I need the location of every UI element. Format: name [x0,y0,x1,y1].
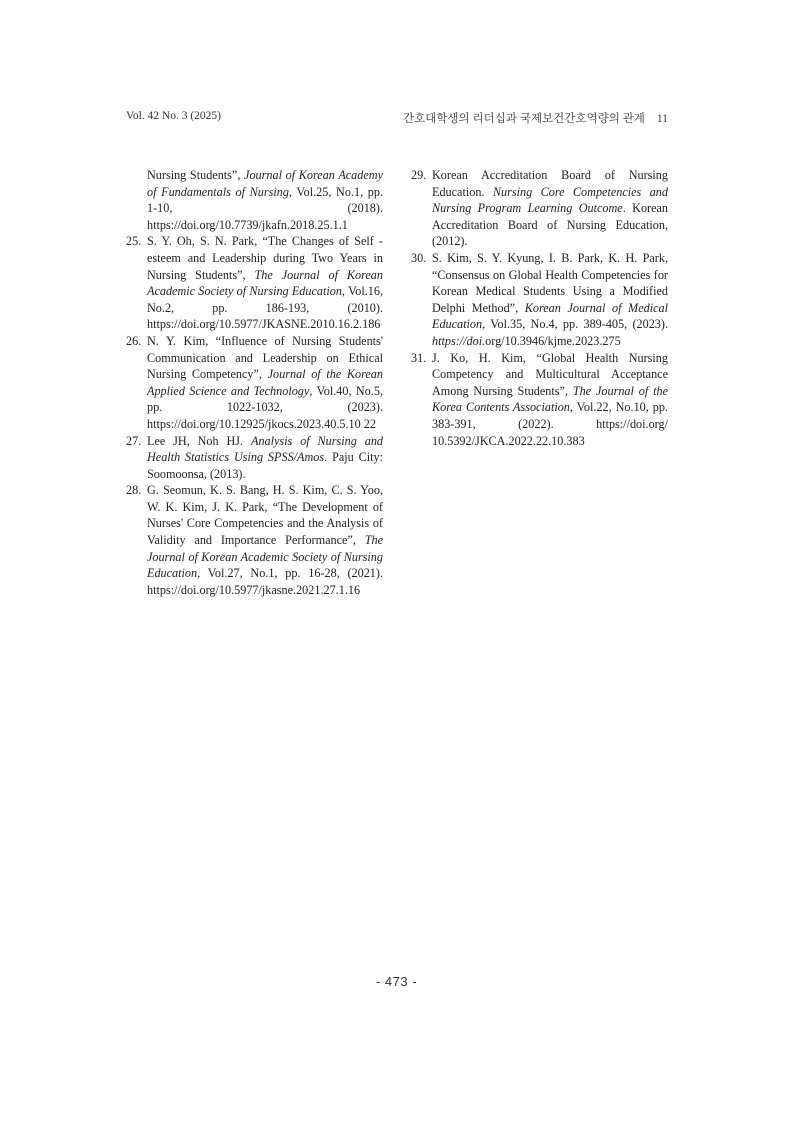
reference-text: Nursing Students”, [147,168,245,182]
reference-number: 26. [126,333,142,348]
reference-entry [126,333,383,433]
running-title-block [403,110,668,126]
reference-text: , Vol.40, No.5, pp. 1022-1032, (2023). https://doi.org/10.12925/jkocs.2023.40.5.10 22 [147,383,383,431]
reference-number: 30. [411,250,427,265]
reference-number: 29. [411,168,427,182]
reference-number: 25. [126,234,142,249]
reference-text: , Vol.35, No.4, pp. 389-405, (2023). [482,317,668,332]
reference-text: J. Ko, H. Kim, “Global Health Nursing Competency and Multicultural Acceptance Among Nursing Students”, [432,350,668,398]
reference-text: . Korean Accreditation Board of Nursing Education, (2012). [432,201,669,249]
reference-source-italic: Journal of the Korean Applied Science and Technology [147,367,383,398]
reference-entry [126,233,383,333]
reference-entry-continued [126,167,383,233]
reference-entry [126,482,383,598]
reference-source-italic: https://doi. [432,333,486,348]
reference-source-italic: Nursing Core Competencies and Nursing Program Learning Outcome [432,184,668,216]
running-article-title: 간호대학생의 리더십과 국제보건간호역량의 관계 [403,113,645,125]
reference-text: , Vol.16, No.2, pp. 186-193, (2010). https://doi.org/10.5977/JKASNE.2010.16.2.186 [147,284,384,332]
references-left-column [126,167,383,598]
reference-number: 28. [126,483,142,498]
reference-source-italic: Analysis of Nursing and Health Statistics Using SPSS/Amos [147,433,384,465]
reference-source-italic: The Journal of Korean Academic Society of Nursing Education [147,267,383,299]
reference-text: , Vol.27, No.1, pp. 16-28, (2021). https://doi.org/10.5977/jkasne.2021.27.1.16 [147,566,383,597]
references-right-column [411,167,668,449]
reference-text: . Paju City: Soomoonsa, (2013). [147,450,383,481]
reference-number: 27. [126,433,142,448]
reference-text: S. Y. Oh, S. N. Park, “The Changes of Self - esteem and Leadership during Two Years in Nursing Students”, [147,234,383,282]
running-header [126,110,668,126]
reference-text: , Vol.25, No.1, pp. 1-10, (2018). https://doi.org/10.7739/jkafn.2018.25.1.1 [147,184,383,232]
reference-entry [411,250,668,350]
reference-source-italic: Journal of Korean Academy of Fundamentals of Nursing [147,168,383,199]
reference-text: N. Y. Kim, “Influence of Nursing Students' Communication and Leadership on Ethical Nursing Competency”, [147,333,383,382]
reference-text: org/10.3946/kjme.2023.275 [485,333,621,348]
page-folio: - 473 - [375,974,418,989]
reference-entry [126,433,383,483]
reference-source-italic: The Journal of the Korea Contents Association [432,383,668,415]
reference-text: G. Seomun, K. S. Bang, H. S. Kim, C. S. Yoo, W. K. Kim, J. K. Park, “The Development of Nurses' Core Competencies and the Analysis of Validity and Importance Performance”, [147,483,383,548]
reference-text: Korean Accreditation Board of Nursing Education. [432,168,668,199]
reference-text: Lee JH, Noh HJ. [147,433,251,448]
reference-text: , Vol.22, No.10, pp. 383-391, (2022). https://doi.org/ 10.5392/JKCA.2022.22.10.383 [432,400,668,448]
journal-page-number: 11 [656,113,668,125]
reference-source-italic: The Journal of Korean Academic Society of Nursing Education [147,533,383,581]
reference-text: S. Kim, S. Y. Kyung, I. B. Park, K. H. Park, “Consensus on Global Health Competencies for Korean Medical Students Using a Modified Delphi Method”, [432,250,668,315]
journal-volume-issue: Vol. 42 No. 3 (2025) [126,110,221,122]
reference-entry [411,167,668,250]
reference-entry [411,350,668,450]
reference-number: 31. [411,350,427,365]
reference-source-italic: Korean Journal of Medical Education [432,300,668,332]
